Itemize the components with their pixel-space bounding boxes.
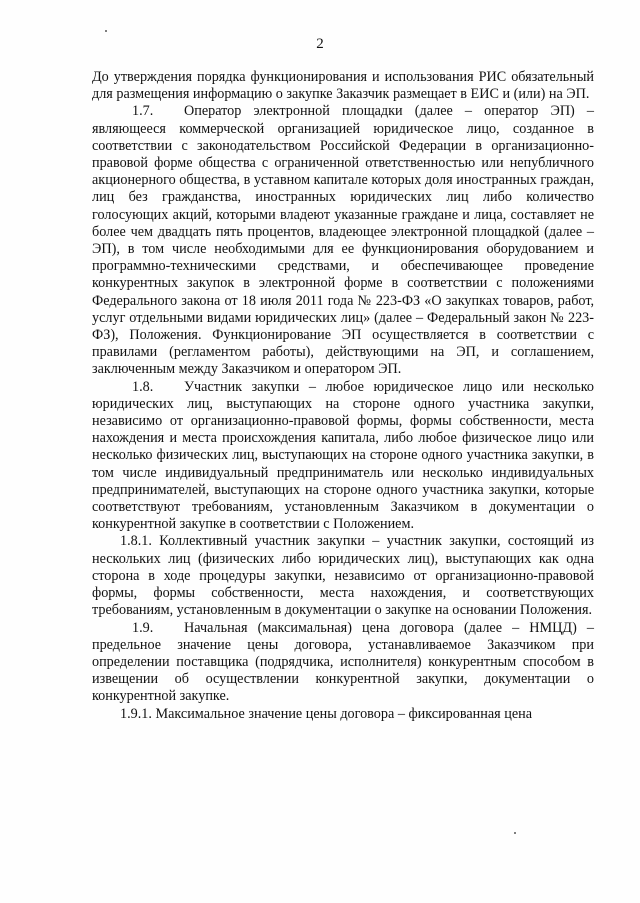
paragraph-text: До утверждения порядка функционирования и использования РИС обязательный для размещения информацию о закупке Заказчик размещает в ЕИС и (или) на ЭП. xyxy=(92,69,594,103)
paragraph-number: 1.8. xyxy=(132,378,154,395)
paragraph-number: 1.9. xyxy=(132,619,154,636)
paragraph-1-8 xyxy=(92,379,594,534)
paragraph-text: 1.9.1. Максимальное значение цены договора – фиксированная цена xyxy=(120,705,533,722)
paragraph-number: 1.7. xyxy=(132,103,154,120)
paragraph-text: 1.8.1. Коллективный участник закупки – участник закупки, состоящий из нескольких лиц (физических либо юридических лиц), выступающих как одна сторона в ходе процедуры закупки, независимо от организационно-правовой формы, формы собственности, места нахождения, и соответствующих требованиям, установленным в документации о закупке на основании Положения. xyxy=(92,533,594,619)
paragraph-text: Начальная (максимальная) цена договора (далее – НМЦД) – предельное значение цены договора, устанавливаемое Заказчиком при определении поставщика (подрядчика, исполнителя) конкурентным способом в извещении об осуществлении конкурентной закупки, документации о конкурентной закупке. xyxy=(92,619,594,705)
scan-speck xyxy=(514,832,516,834)
page-number: 2 xyxy=(316,36,324,52)
paragraph-1-9-1 xyxy=(92,706,594,723)
paragraph-intro xyxy=(92,69,594,103)
paragraph-1-7 xyxy=(92,103,594,378)
paragraph-1-9 xyxy=(92,620,594,706)
document-body xyxy=(92,69,594,723)
scan-speck xyxy=(105,30,107,32)
paragraph-text: Оператор электронной площадки (далее – оператор ЭП) – являющееся коммерческой организацией юридическое лицо, созданное в соответствии с законодательством Российской Федерации в организационно-правовой форме общества с ограниченной ответственностью или непубличного акционерного общества, в уставном капитале которых доля иностранных граждан, лиц без гражданства, иностранных юридических лиц либо количество голосующих акций, которыми владеют указанные граждане и лица, составляет не более чем двадцать пять процентов, владеющее электронной площадкой (далее – ЭП), в том числе необходимыми для ее функционирования оборудованием и программно-техническими средствами, и обеспечивающее проведение конкурентных закупок в электронной форме в соответствии с положениями Федерального закона от 18 июля 2011 года № 223-ФЗ «О закупках товаров, работ, услуг отдельными видами юридических лиц» (далее – Федеральный закон № 223-ФЗ), Положения. Функционирование ЭП осуществляется в соответствии с правилами (регламентом работы), действующими на ЭП, и соглашением, заключенным между Заказчиком и оператором ЭП. xyxy=(92,103,594,378)
paragraph-text: Участник закупки – любое юридическое лицо или несколько юридических лиц, выступающих на стороне одного участника закупки, независимо от организационно-правовой формы, формы собственности, места нахождения и места происхождения капитала, либо любое физическое лицо или несколько физических лиц, выступающих на стороне одного участника закупки, в том числе индивидуальный предприниматель или несколько индивидуальных предпринимателей, выступающих на стороне одного участника закупки, которые соответствуют требованиям, установленным Заказчиком в документации о конкурентной закупке в соответствии с Положением. xyxy=(92,378,594,533)
paragraph-1-8-1 xyxy=(92,533,594,619)
